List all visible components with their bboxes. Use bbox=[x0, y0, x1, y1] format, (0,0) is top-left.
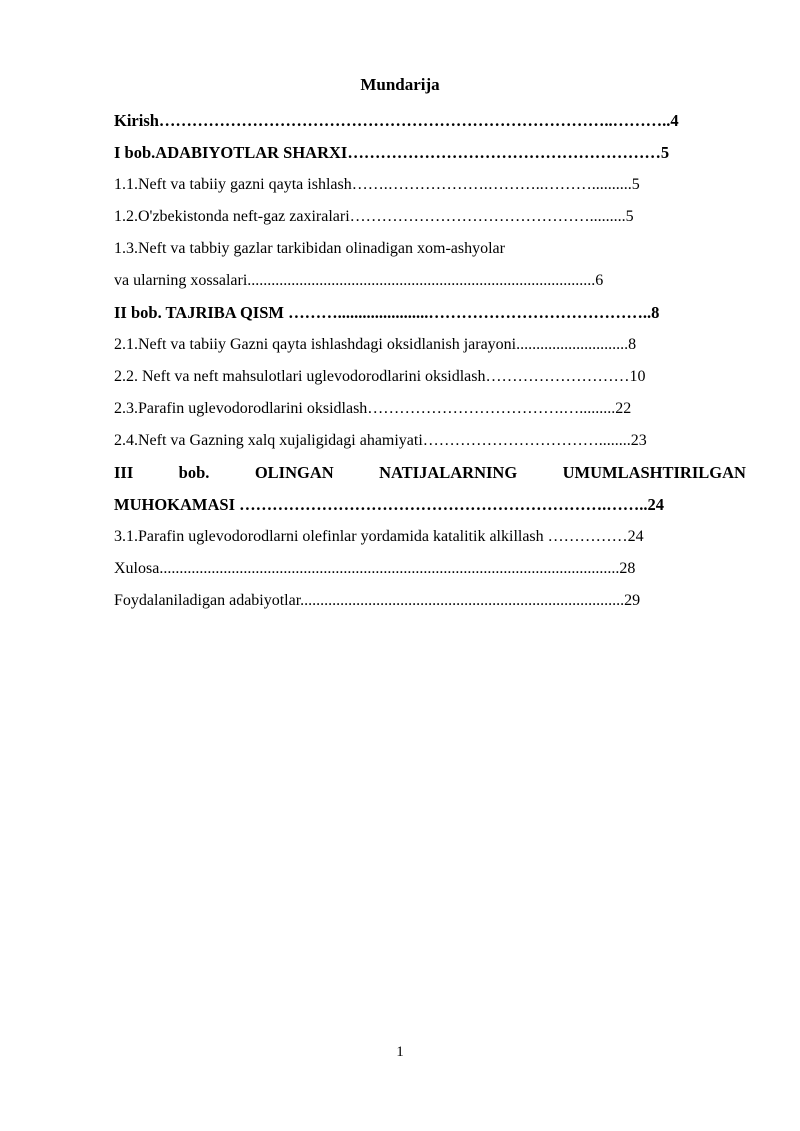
toc-entry: II bob. TAJRIBA QISM ………......................…………………………………..8 bbox=[114, 303, 660, 322]
toc-entry: Foydalaniladigan adabiyotlar.................................................................................29 bbox=[114, 592, 641, 609]
toc-entry: 1.2.O'zbekistonda neft-gaz zaxiralari……………………………………….........5 bbox=[114, 208, 634, 225]
toc-entry: III bob. OLINGAN NATIJALARNING UMUMLASHTIRILGAN bbox=[114, 463, 746, 482]
toc-entry: Kirish………………………………………………………………………..………..4 bbox=[114, 111, 679, 130]
toc-entry: 1.3.Neft va tabbiy gazlar tarkibidan olinadigan xom-ashyolar bbox=[114, 240, 505, 257]
toc-entry: 1.1.Neft va tabiiy gazni qayta ishlash…….……………….………..………..........5 bbox=[114, 176, 640, 193]
table-of-contents bbox=[114, 105, 746, 617]
toc-entry: 2.2. Neft va neft mahsulotlari uglevodorodlarini oksidlash………………………10 bbox=[114, 368, 646, 385]
page-title: Mundarija bbox=[360, 75, 440, 94]
toc-entry: va ularning xossalari.......................................................................................6 bbox=[114, 272, 604, 289]
toc-entry: MUHOKAMASI ………………………………………………………….……..24 bbox=[114, 495, 664, 514]
toc-entry: I bob.ADABIYOTLAR SHARXI…………………………………………………5 bbox=[114, 143, 670, 162]
toc-entry: Xulosa...................................................................................................................28 bbox=[114, 560, 636, 577]
toc-entry: 2.3.Parafin uglevodorodlarini oksidlash……………………………….….........22 bbox=[114, 400, 632, 417]
page-number: 1 bbox=[396, 1044, 404, 1060]
toc-entry: 2.1.Neft va tabiiy Gazni qayta ishlashdagi oksidlanish jarayoni............................8 bbox=[114, 336, 637, 353]
toc-entry: 3.1.Parafin uglevodorodlarni olefinlar yordamida katalitik alkillash ……………24 bbox=[114, 528, 644, 545]
toc-entry: 2.4.Neft va Gazning xalq xujaligidagi ahamiyati……………………………........23 bbox=[114, 432, 647, 449]
